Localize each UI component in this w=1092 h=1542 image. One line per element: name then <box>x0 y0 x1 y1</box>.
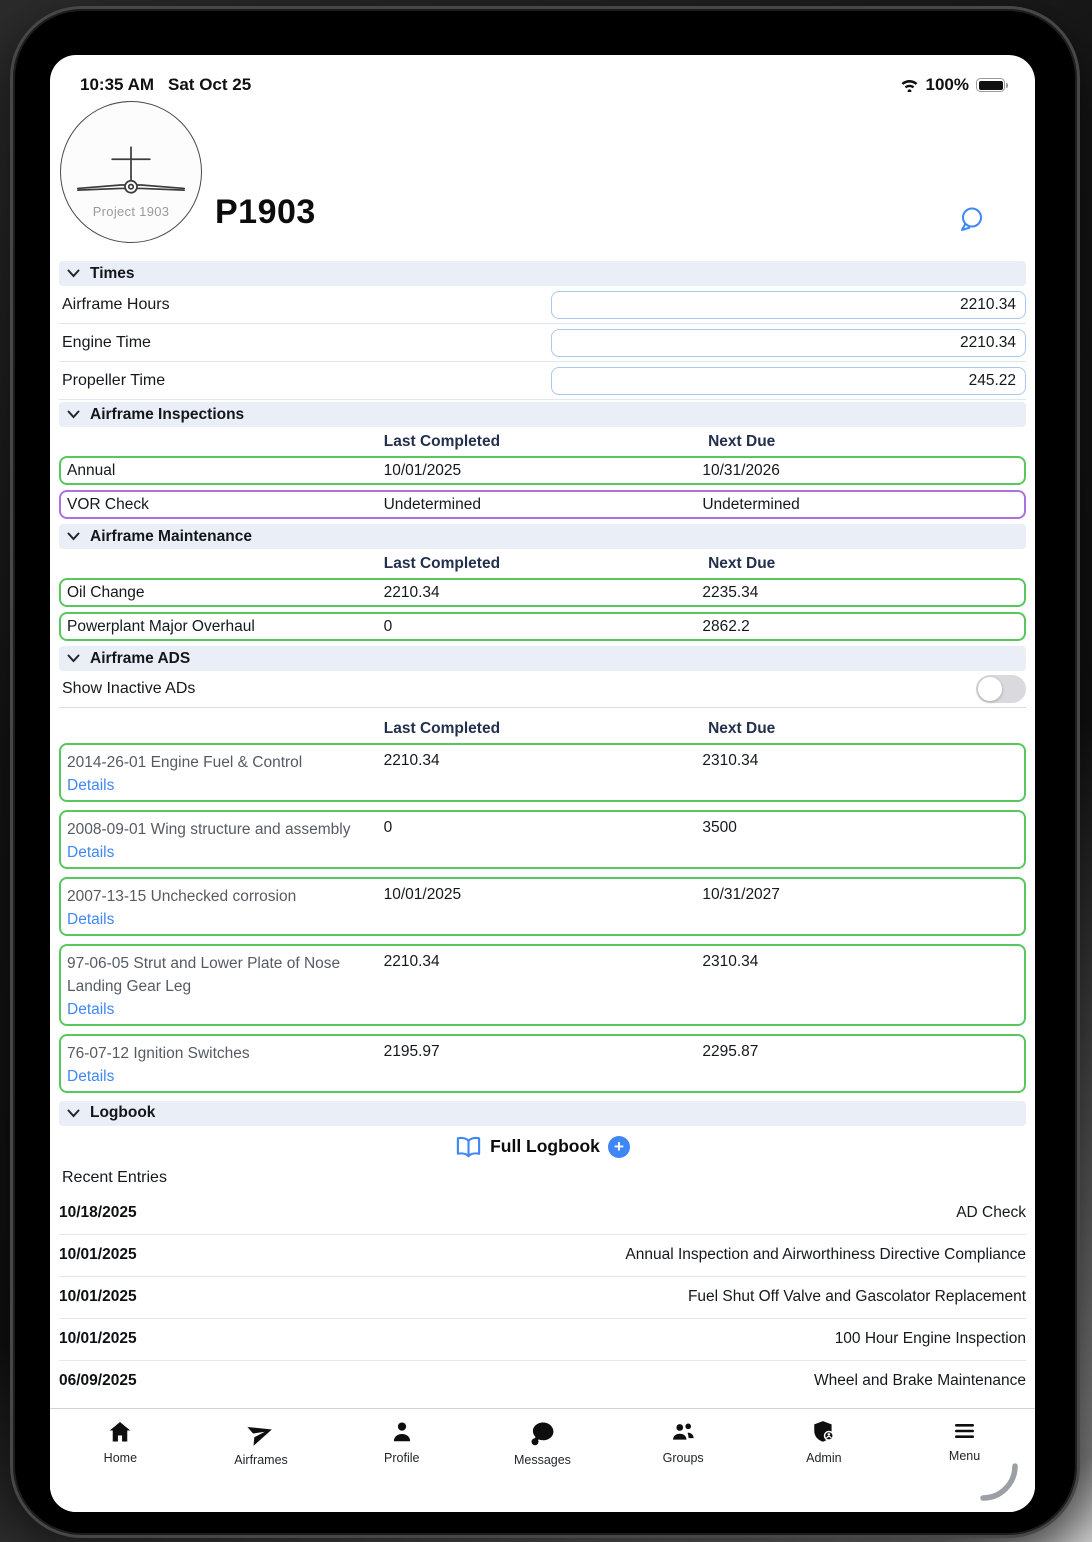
logbook-entry-date: 10/01/2025 <box>59 1246 137 1264</box>
logbook-entry-date: 10/18/2025 <box>59 1204 137 1222</box>
next-due-value: 2235.34 <box>702 583 759 601</box>
logbook-entry-row[interactable] <box>59 1193 1026 1235</box>
status-bar <box>50 55 1035 101</box>
maintenance-row[interactable] <box>59 612 1026 641</box>
ads-column-headers <box>59 714 1026 743</box>
chevron-down-icon <box>67 269 80 278</box>
section-label: Logbook <box>90 1104 156 1122</box>
last-completed-value: 0 <box>383 617 393 635</box>
nav-item-airframes[interactable] <box>216 1419 306 1467</box>
maintenance-name: Powerplant Major Overhaul <box>67 617 255 635</box>
paper-plane-icon <box>246 1419 276 1447</box>
show-inactive-ads-toggle[interactable] <box>976 675 1026 703</box>
section-airframe-maintenance[interactable] <box>59 524 1026 549</box>
logbook-entry-date: 06/09/2025 <box>59 1372 137 1390</box>
app-screen <box>50 55 1035 1512</box>
col-last-completed: Last Completed <box>383 555 501 572</box>
next-due-value: 10/31/2026 <box>702 461 780 479</box>
ad-details-link[interactable]: Details <box>67 910 115 928</box>
last-completed-value: 10/01/2025 <box>383 885 462 903</box>
last-completed-value: 2210.34 <box>383 952 440 970</box>
nav-label: Groups <box>662 1451 704 1465</box>
chevron-down-icon <box>67 532 80 541</box>
last-completed-value: 0 <box>383 818 393 836</box>
next-due-value: Undetermined <box>702 495 800 513</box>
ad-card[interactable] <box>59 743 1026 802</box>
inspection-row[interactable] <box>59 490 1026 519</box>
logbook-entry-title: Fuel Shut Off Valve and Gascolator Replacement <box>687 1288 1026 1306</box>
logbook-entry-date: 10/01/2025 <box>59 1288 137 1306</box>
chevron-down-icon <box>67 410 80 419</box>
last-completed-value: 2195.97 <box>383 1042 440 1060</box>
logbook-entry-title: AD Check <box>956 1204 1026 1222</box>
time-value-input[interactable] <box>551 367 1026 395</box>
maintenance-rows <box>59 578 1026 641</box>
hamburger-icon <box>951 1419 978 1443</box>
home-icon <box>107 1419 133 1445</box>
chevron-down-icon <box>67 1109 80 1118</box>
main-content <box>50 261 1035 1402</box>
ad-name: 2007-13-15 Unchecked corrosion <box>67 887 297 905</box>
time-label: Engine Time <box>62 333 151 351</box>
time-row <box>59 362 1026 400</box>
nav-label: Profile <box>384 1451 420 1465</box>
open-book-icon <box>455 1135 482 1159</box>
section-logbook[interactable] <box>59 1101 1026 1126</box>
ad-name: 76-07-12 Ignition Switches <box>67 1044 250 1062</box>
section-airframe-ads[interactable] <box>59 646 1026 671</box>
add-logbook-entry-button[interactable]: + <box>608 1136 630 1158</box>
inspection-name: Annual <box>67 461 116 479</box>
inspections-rows <box>59 456 1026 519</box>
full-logbook-link[interactable]: Full Logbook <box>490 1136 600 1157</box>
maintenance-row[interactable] <box>59 578 1026 607</box>
status-time: 10:35 AM <box>80 75 155 94</box>
inspections-column-headers <box>59 427 1026 456</box>
col-next-due: Next Due <box>708 555 776 572</box>
next-due-value: 2862.2 <box>702 617 750 635</box>
col-last-completed: Last Completed <box>383 720 501 737</box>
section-label: Airframe Inspections <box>90 405 245 423</box>
time-label: Airframe Hours <box>62 295 170 313</box>
next-due-value: 2295.87 <box>702 1042 759 1060</box>
bottom-nav-bar <box>50 1408 1035 1512</box>
times-rows <box>59 286 1026 400</box>
time-row <box>59 324 1026 362</box>
corner-arc-decoration <box>979 1462 1019 1502</box>
last-completed-value: Undetermined <box>383 495 481 513</box>
wifi-icon <box>900 78 919 92</box>
last-completed-value: 2210.34 <box>383 752 440 769</box>
logbook-entries <box>59 1193 1026 1402</box>
logbook-entry-row[interactable] <box>59 1235 1026 1277</box>
ad-details-link[interactable]: Details <box>67 1000 115 1018</box>
section-label: Airframe ADS <box>90 649 191 667</box>
maintenance-name: Oil Change <box>67 583 145 601</box>
ad-card[interactable] <box>59 877 1026 936</box>
logbook-entry-row[interactable] <box>59 1277 1026 1319</box>
col-next-due: Next Due <box>708 720 776 737</box>
nav-label: Messages <box>513 1453 571 1467</box>
avatar-caption: Project 1903 <box>92 203 170 219</box>
chat-bubble-icon <box>528 1419 556 1447</box>
nav-item-messages[interactable] <box>497 1419 587 1467</box>
logbook-entry-title: Wheel and Brake Maintenance <box>814 1372 1026 1390</box>
col-last-completed: Last Completed <box>383 433 501 450</box>
battery-percent: 100% <box>925 75 969 94</box>
next-due-value: 10/31/2027 <box>702 885 780 903</box>
shield-person-icon <box>811 1419 837 1445</box>
airframe-avatar <box>60 101 202 243</box>
next-due-value: 3500 <box>702 818 737 836</box>
status-date: Sat Oct 25 <box>168 75 252 94</box>
logbook-entry-title: 100 Hour Engine Inspection <box>834 1330 1026 1348</box>
inspection-row[interactable] <box>59 456 1026 485</box>
airplane-logo-icon <box>71 140 191 206</box>
time-value-input[interactable] <box>551 329 1026 357</box>
ad-name: 2008-09-01 Wing structure and assembly <box>67 820 351 838</box>
nav-item-admin[interactable] <box>779 1419 869 1465</box>
nav-label: Admin <box>806 1451 842 1465</box>
next-due-value: 2310.34 <box>702 952 759 970</box>
full-logbook-row <box>59 1135 1026 1159</box>
chat-bubble-button[interactable] <box>953 203 987 237</box>
col-next-due: Next Due <box>708 433 776 450</box>
next-due-value: 2310.34 <box>702 752 759 769</box>
nav-item-profile[interactable] <box>357 1419 447 1465</box>
app-header <box>50 101 1035 259</box>
last-completed-value: 10/01/2025 <box>383 461 462 479</box>
chat-bubble-icon <box>953 203 987 237</box>
ad-card[interactable] <box>59 810 1026 869</box>
ad-name: 2014-26-01 Engine Fuel & Control <box>67 754 303 771</box>
nav-item-menu[interactable] <box>920 1419 1010 1463</box>
section-label: Airframe Maintenance <box>90 527 252 545</box>
logbook-entry-date: 10/01/2025 <box>59 1330 137 1348</box>
logbook-entry-row[interactable] <box>59 1361 1026 1402</box>
ad-details-link[interactable]: Details <box>67 1067 115 1085</box>
battery-icon <box>976 78 1005 92</box>
time-label: Propeller Time <box>62 371 166 389</box>
logbook-entry-title: Annual Inspection and Airworthiness Directive Compliance <box>625 1246 1026 1264</box>
ad-name: 97-06-05 Strut and Lower Plate of Nose Landing Gear Leg <box>67 954 341 995</box>
show-inactive-ads-row <box>59 671 1026 708</box>
ad-card[interactable] <box>59 1034 1026 1093</box>
section-times[interactable] <box>59 261 1026 286</box>
time-row <box>59 286 1026 324</box>
logbook-entry-row[interactable] <box>59 1319 1026 1361</box>
time-value-input[interactable] <box>551 291 1026 319</box>
ad-card[interactable] <box>59 944 1026 1026</box>
page-title: P1903 <box>215 193 316 231</box>
person-icon <box>389 1419 415 1445</box>
ad-details-link[interactable]: Details <box>67 843 115 861</box>
recent-entries-label: Recent Entries <box>62 1168 167 1186</box>
inspection-name: VOR Check <box>67 495 149 513</box>
section-label: Times <box>90 264 135 282</box>
nav-label: Home <box>103 1451 138 1465</box>
nav-label: Menu <box>948 1449 981 1463</box>
section-airframe-inspections[interactable] <box>59 402 1026 427</box>
chevron-down-icon <box>67 654 80 663</box>
nav-item-groups[interactable] <box>638 1419 728 1465</box>
maintenance-column-headers <box>59 549 1026 578</box>
nav-label: Airframes <box>234 1453 288 1467</box>
ad-details-link[interactable]: Details <box>67 776 115 794</box>
ads-rows <box>59 743 1026 1093</box>
last-completed-value: 2210.34 <box>383 583 440 601</box>
show-inactive-ads-label: Show Inactive ADs <box>62 680 196 697</box>
nav-item-home[interactable] <box>75 1419 165 1465</box>
people-icon <box>669 1419 697 1445</box>
